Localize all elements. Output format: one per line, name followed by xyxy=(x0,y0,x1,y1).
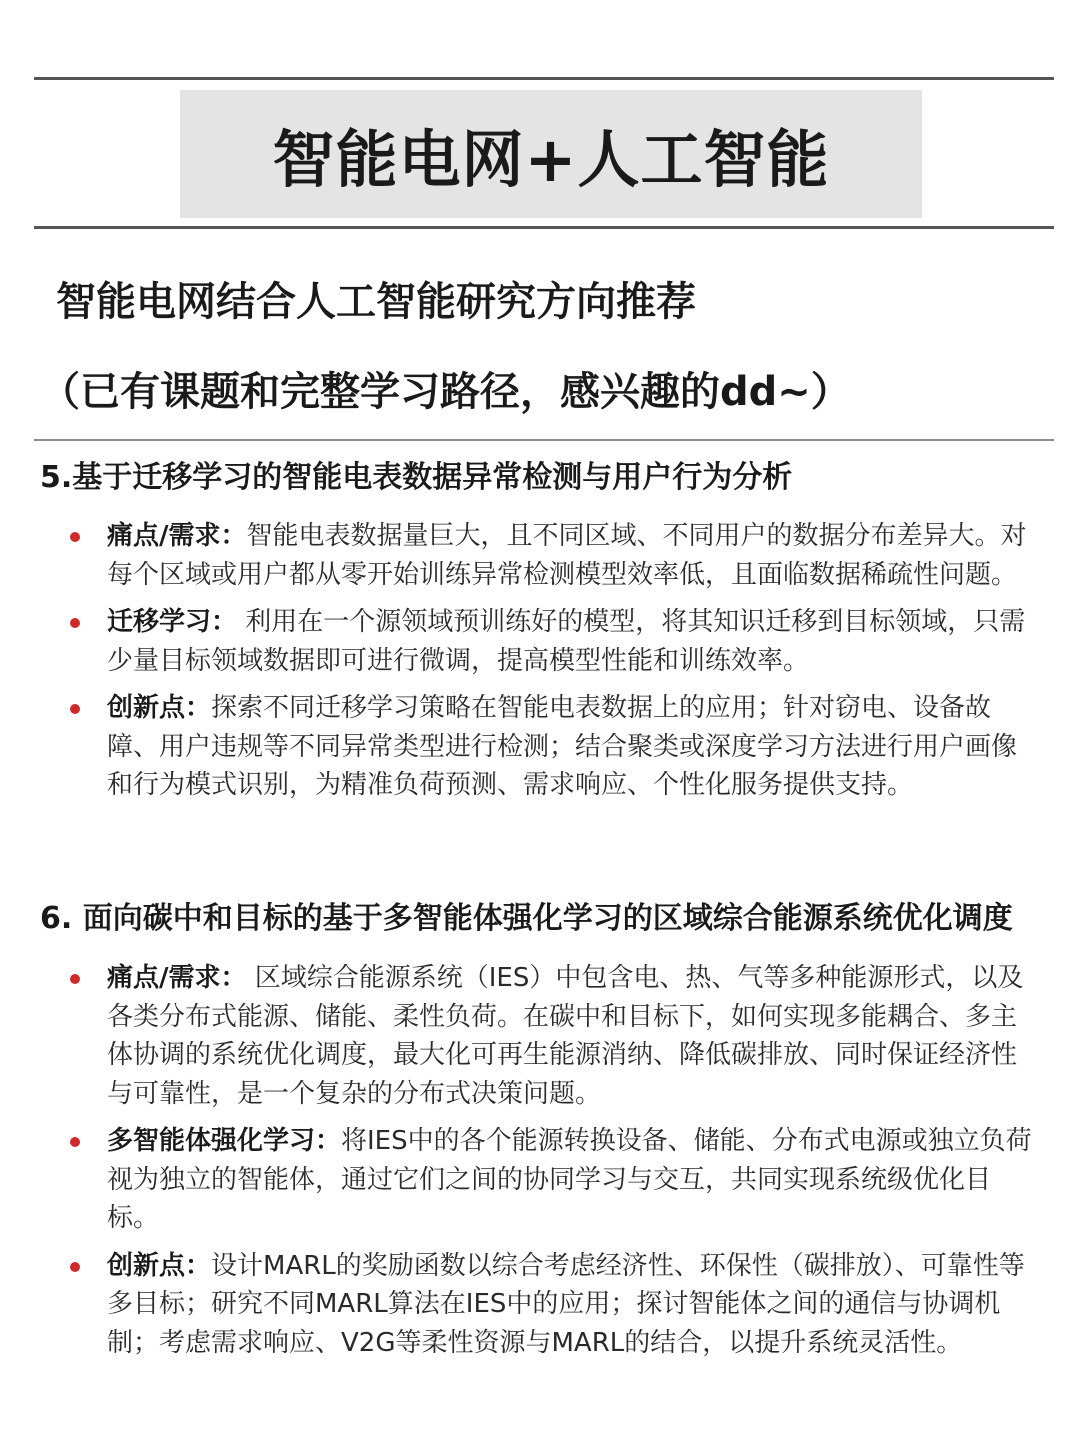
bullet-item xyxy=(40,1122,1040,1238)
bullet-list xyxy=(40,959,1040,1362)
section-divider xyxy=(34,439,1054,441)
bullet-item xyxy=(40,603,1040,680)
bullet-dot-icon xyxy=(70,1137,80,1147)
page-title: 智能电网+人工智能 xyxy=(272,122,830,196)
bullet-text: 智能电表数据量巨大，且不同区域、不同用户的数据分布差异大。对每个区域或用户都从零开始训练异常检测模型效率低，且面临数据稀疏性问题。 xyxy=(107,521,1027,590)
bullet-text: 区域综合能源系统（IES）中包含电、热、气等多种能源形式，以及各类分布式能源、储能、柔性负荷。在碳中和目标下，如何实现多能耦合、多主体协调的系统优化调度，最大化可再生能源消纳、降低碳排放、同时保证经济性与可靠性，是一个复杂的分布式决策问题。 xyxy=(107,963,1024,1109)
bullet-text: 探索不同迁移学习策略在智能电表数据上的应用；针对窃电、设备故障、用户违规等不同异常类型进行检测；结合聚类或深度学习方法进行用户画像和行为模式识别，为精准负荷预测、需求响应、个性化服务提供支持。 xyxy=(107,693,1018,800)
bullet-label: 痛点/需求： xyxy=(107,521,247,551)
bullet-label: 多智能体强化学习： xyxy=(107,1126,342,1156)
title-banner xyxy=(180,90,922,218)
section-heading: 6. 面向碳中和目标的基于多智能体强化学习的区域综合能源系统优化调度 xyxy=(40,901,1013,936)
bullet-text: 设计MARL的奖励函数以综合考虑经济性、环保性（碳排放）、可靠性等多目标；研究不同MARL算法在IES中的应用；探讨智能体之间的通信与协调机制；考虑需求响应、V2G等柔性资源与MARL的结合，以提升系统灵活性。 xyxy=(107,1250,1025,1358)
section-heading: 5.基于迁移学习的智能电表数据异常检测与用户行为分析 xyxy=(40,460,793,495)
bullet-dot-icon xyxy=(70,974,80,984)
title-divider xyxy=(34,226,1054,229)
bullet-dot-icon xyxy=(70,704,80,714)
section-6 xyxy=(40,898,1040,1362)
subtitle: 智能电网结合人工智能研究方向推荐 xyxy=(56,279,696,325)
bullet-label: 创新点： xyxy=(107,1250,212,1281)
bullet-dot-icon xyxy=(70,1262,80,1272)
section-5 xyxy=(40,457,1040,805)
bullet-item xyxy=(40,689,1040,805)
bullet-item xyxy=(40,959,1040,1113)
bullet-list xyxy=(40,517,1040,805)
bullet-label: 痛点/需求： xyxy=(107,963,247,993)
bullet-text: 将IES中的各个能源转换设备、储能、分布式电源或独立负荷视为独立的智能体，通过它们之间的协同学习与交互，共同实现系统级优化目标。 xyxy=(107,1126,1032,1233)
subtitle-note: （已有课题和完整学习路径，感兴趣的dd~） xyxy=(40,369,851,415)
bullet-text: 利用在一个源领域预训练好的模型，将其知识迁移到目标领域，只需少量目标领域数据即可进行微调，提高模型性能和训练效率。 xyxy=(107,607,1026,676)
bullet-label: 创新点： xyxy=(107,693,212,723)
top-divider xyxy=(34,77,1054,80)
bullet-item xyxy=(40,1247,1040,1363)
bullet-label: 迁移学习： xyxy=(107,607,238,637)
bullet-dot-icon xyxy=(70,532,80,542)
bullet-dot-icon xyxy=(70,618,80,628)
bullet-item xyxy=(40,517,1040,594)
